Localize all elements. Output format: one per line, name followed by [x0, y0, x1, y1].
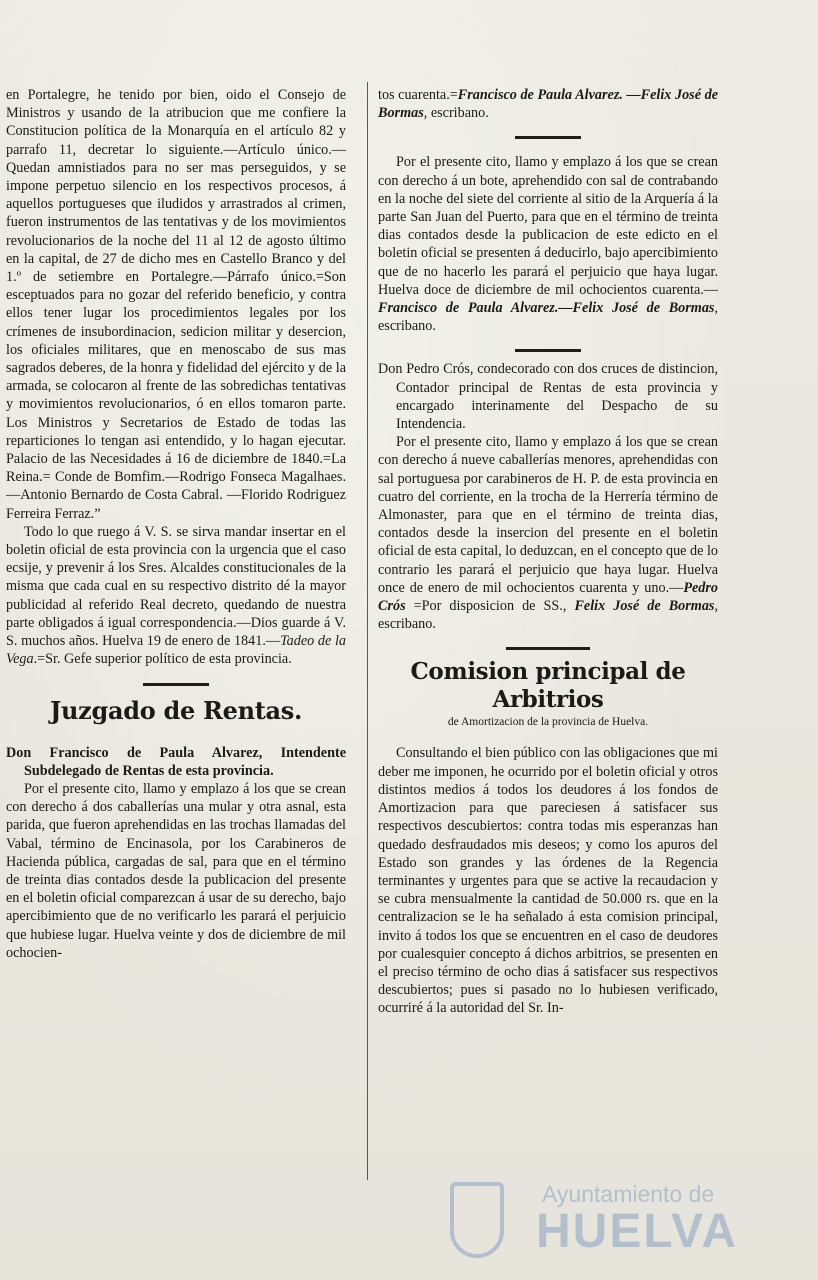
signature-cros: Pedro Crós: [378, 579, 718, 615]
edict-bote-text: Por el presente cito, llamo y emplazo á los que se crean con derecho á un bote, aprehendido con sal de contrabando en la noche del siete del corriente al sitio de la Arquería á la parte San Juan del Puerto, para que en el término de treinta dias contados desde la publicacion de este edicto en el boletin oficial se presenten á deducirlo, bajo apercibimiento que de no hacerlo les parará el perjuicio que haya lugar. Huelva doce de diciembre de mil ochocientos cuarenta.—: [378, 154, 718, 298]
watermark-line1: Ayuntamiento de: [542, 1181, 715, 1207]
request-paragraph: [6, 523, 346, 669]
right-column: [378, 86, 718, 1018]
edict-nueve-end: , escribano.: [378, 598, 718, 633]
edict-nueve-text: Por el presente cito, llamo y emplazo á los que se crean con derecho á nueve caballerías menores, aprehendidas con sal portuguesa por carabineros de H. P. de esta provincia en cuatro del corriente, en la trocha de la Herrería término de Almonaster, para que en el término de treinta dias, contados desde la insercion del presente en el boletin oficial de esta capital, lo deduzcan, en el concepto que de lo contrario les parará el perjuicio que haya lugar. Huelva once de enero de mil ochocientos cuarenta y uno.—: [378, 434, 718, 596]
signature-bormas: Felix José de Bormas: [574, 598, 715, 615]
intendente-intro: Don Francisco de Paula Alvarez, Intendente Subdelegado de Rentas de esta provincia.: [6, 744, 346, 779]
edict-continuation: [378, 86, 718, 122]
heading-comision-subtitle: de Amortizacion de la provincia de Huelva.: [447, 716, 649, 729]
edict-continuation-end: , escribano.: [423, 105, 489, 122]
decree-text: en Portalegre, he tenido por bien, oido el Consejo de Ministros y usando de la atribucion que me confiere la Constitucion política de la Monarquía en el artículo 82 y parrafo 11, decretar lo siguiente.—Artículo único.—Quedan amnistiados para no ser mas perseguidos, y se impone perpetuo silencio en los respectivos procesos, á aquellos portugueses que iludidos y arrastrados al crimen, fueron instrumentos de las tentativas y de los movimientos revolucionarios de la noche del 11 al 12 de agosto último en la capital, de 27 de dicho mes en Castello Branco y del 1.º de setiembre en Portalegre.—Párrafo único.=Son esceptuados para no gozar del referido beneficio, y contra ellos tener lugar los procedimientos legales por los crímenes de insubordinacion, sedicion militar y desercion, los oficiales militares, que en menoscabo de sus mas sagrados deberes, de la honra y fidelidad del ejército y de la armada, se colocaron al frente de las sobredichas tentativas y movimientos revolucionarios, ó en ellos tomaron parte. Los Ministros y Secretarios de Estado de todas las reparticiones lo tengan asi entendido, y lo hagan ejecutar. Palacio de las Necesidades á 16 de diciembre de 1840.=La Reina.= Conde de Bomfim.—Rodrigo Fonseca Magalhaes.—Antonio Bernardo de Costa Cabral. —Florido Rodriguez Ferreira Ferraz.”: [6, 87, 346, 522]
heading-comision-arbitrios: Comision principal de Arbitrios: [410, 658, 686, 714]
comision-text: Consultando el bien público con las obligaciones que mi deber me imponen, he ocurrido por el boletin oficial y otros distintos medios á todos los deudores á los fondos de Amortizacion para que pareciesen á satisfacer sus respectivos descubiertos: contra todas mis esperanzas han quedado desfraudados mis deseos; y como los apuros del Estado son grandes y las órdenes de la Regencia terminantes y urgentes para que se active la recaudacion y se cubra mensualmente la cantidad de 50.000 rs. que en la centralizacion se le ha señalado á esta comision principal, invito á todos los que se encuentren en el caso de deudores por cualesquier concepto á dichos arbitrios, se presenten en el preciso término de ocho dias á satisfacer sus respectivos descubiertos; pues si pasado no lo hubiesen verificado, ocurriré á la autoridad del Sr. In-: [378, 745, 718, 1017]
signature-alvarez-bormas: Francisco de Paula Alvarez. —Felix José de Bormas: [378, 87, 718, 122]
edict-caballerias: Por el presente cito, llamo y emplazo á los que se crean con derecho á dos caballerías una mular y otra asnal, esta parida, que fueron aprehendidas en las trochas llamadas del Vabal, término de Encinasola, por los Carabineros de Hacienda pública, cargadas de sal, para que en el término de treinta dias contados desde la publicacion del presente en el boletin oficial comparezcan á usar de su derecho, bajo apercibimiento que de no verificarlo les parará el perjuicio que hubiese lugar. Huelva veinte y dos de diciembre de mil ochocien-: [6, 780, 346, 961]
watermark-line2: HUELVA: [536, 1205, 739, 1258]
contador-intro: Don Pedro Crós, condecorado con dos cruces de distincion, Contador principal de Rentas de esta provincia y encargado interinamente del Despacho de su Intendencia.: [378, 361, 718, 433]
edict-bote: [378, 153, 718, 335]
edict-bote-end: , escribano.: [378, 300, 718, 335]
heading-juzgado-rentas: Juzgado de Rentas.: [49, 695, 303, 725]
request-closing: .=Sr. Gefe superior político de esta provincia.: [33, 651, 292, 668]
edict-nueve-mid: =Por disposicion de SS.,: [405, 598, 575, 615]
edict-continuation-text: tos cuarenta.=: [378, 87, 458, 103]
column-divider: [367, 82, 368, 1180]
section-separator: [143, 683, 209, 686]
archive-watermark: [450, 1180, 790, 1270]
shield-icon: [450, 1182, 504, 1258]
signature-alvarez-bormas-2: Francisco de Paula Alvarez.—Felix José de Bormas: [378, 300, 715, 317]
edict-nueve-caballerias: [378, 433, 718, 633]
request-text: Todo lo que ruego á V. S. se sirva mandar insertar en el boletin oficial de esta provincia con la urgencia que el caso ecsije, y prevenir á los Sres. Alcaldes constitucionales de la misma que cada cual en su respectivo distrito dé la mayor publicidad al referido Real decreto, quedando de nuestra parte obligados á igual correspondencia.—Dios guarde á V. S. muchos años. Huelva 19 de enero de 1841.—: [6, 523, 346, 650]
left-column: [6, 86, 346, 962]
signature-tadeo: Tadeo de la Vega: [6, 633, 346, 668]
